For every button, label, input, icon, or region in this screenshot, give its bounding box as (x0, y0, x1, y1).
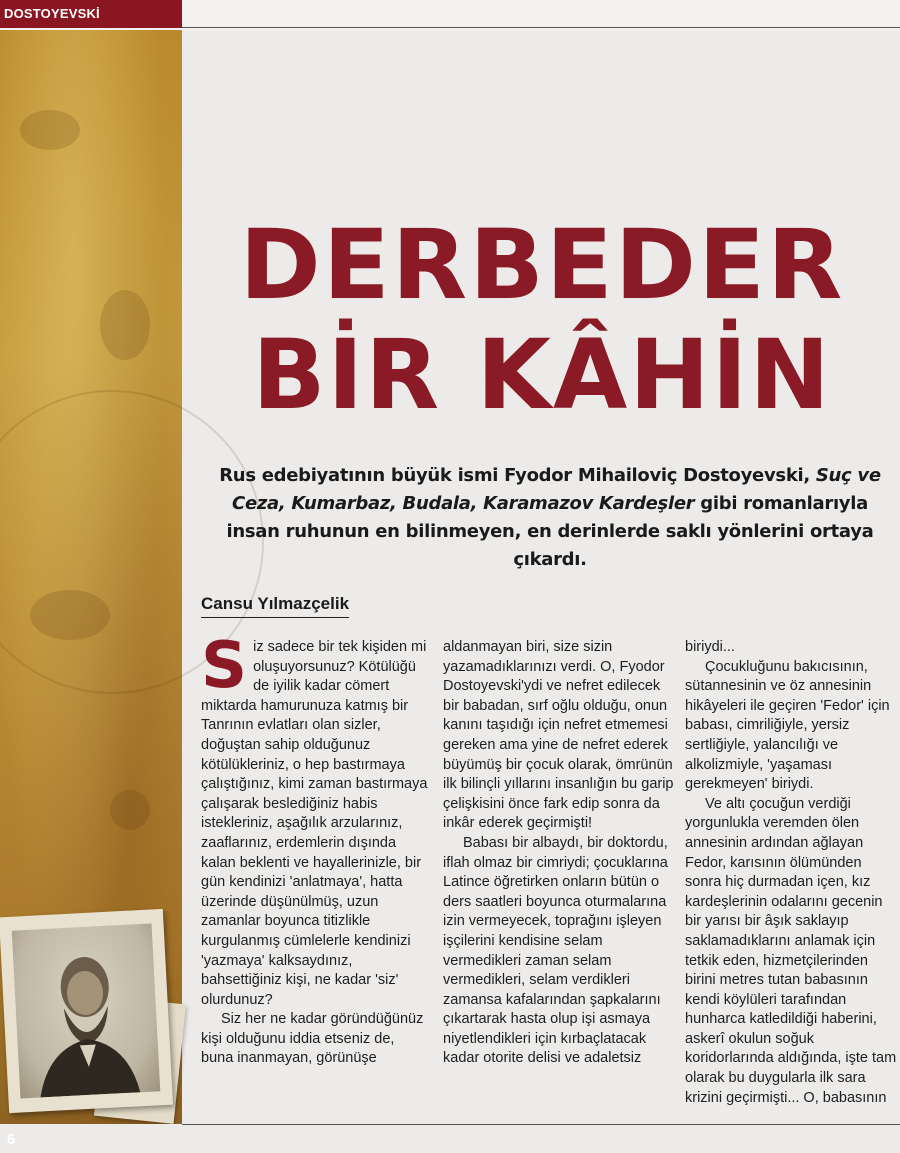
paragraph-text: iz sadece bir tek kişiden mi oluşuyorsunuz? Kötülüğü de iyilik kadar cömert miktarda hamurunuza katmış bir Tanrının evlatları olan sizler, doğuştan sahip olduğunuz kötülükleriniz, o hep bastırmaya çalıştığınız, kimi zaman bastırmaya çalışarak beslediğiniz habis istekleriniz, aşağılık arzularınız, zaaflarınız, erdemlerin dışında kalan beklenti ve hayallerinizle, bir gün kendinizi 'anlatmaya', hatta üzerinde düşünülmüş, uzun zamanlar boyunca titizlikle kurgulanmış cümlelerle kendinizi 'yazmaya' kalksaydınız, bahsettiğiniz kişi, ne kadar 'siz' olurdunuz? (201, 639, 428, 1008)
portrait-image (12, 923, 161, 1098)
texture-spot (20, 110, 80, 150)
lede-book-titles: Suç ve Ceza, Kumarbaz, Budala, Karamazov Kardeşler (232, 465, 881, 514)
body-column-3 (685, 638, 900, 1108)
header-bar (0, 0, 900, 30)
lede-paragraph (210, 462, 890, 574)
body-column-1 (201, 629, 429, 1069)
texture-spot (100, 290, 150, 360)
author-portrait (0, 909, 173, 1113)
texture-spot (110, 790, 150, 830)
body-paragraph: biriydi... (685, 639, 735, 655)
lede-text-2: gibi romanlarıyla insan ruhunun en bilinmeyen, en derinlerde saklı yönlerini ortaya çıkardı. (226, 493, 874, 570)
body-column-2 (443, 638, 677, 1069)
portrait-illustration (12, 923, 161, 1098)
body-paragraph (201, 629, 429, 1010)
body-paragraph: Çocukluğunu bakıcısının, sütannesinin ve öz annesinin hikâyeleri ile geçiren 'Fedor' için babası, cimriliğiyle, yersiz sertliğiyle, yalancılığı ve alkolizmiyle, 'yaşaması gerekmeyen' biriydi. (685, 658, 890, 793)
section-label: DOSTOYEVSKİ (4, 6, 100, 21)
author-byline: Cansu Yılmazçelik (201, 594, 349, 618)
body-paragraph: Babası bir albaydı, bir doktordu, iflah olmaz bir cimriydi; çocuklarına Latince öğretirken onların bütün o ders saatleri boyunca oturmalarına izin vermeyecek, toprağını işleyen işçilerini kendisine selam vermedikleri zaman selam vermedikleri, selam verdikleri zamansa kafalarından şapkalarını çıkartarak hasta olup işi asmaya niyetlendikleri için kırbaçlatacak kadar otorite delisi ve adaletsiz (443, 834, 668, 1067)
lede-text-1: Rus edebiyatının büyük ismi Fyodor Mihailoviç Dostoyevski, (219, 465, 816, 486)
body-paragraph: Siz her ne kadar göründüğünüz kişi olduğunu iddia etseniz de, buna inanmayan, görünüşe (201, 1011, 424, 1067)
drop-cap: S (201, 629, 248, 703)
body-paragraph: Ve altı çocuğun verdiği yorgunlukla veremden ölen annesinin ardından ağlayan Fedor, karısının ölümünden sonra hiç durmadan içen, kız kardeşlerinin odalarını gecenin bir yarısı bir âşık saklayıp saklamadıklarını anlamak için tetkik eden, hizmetçilerinden birini metres tutan babasının kendi köylüleri tarafından hunharca katledildiği haberini, askerî okulun soğuk koridorlarında aldığında, işte tam olarak bu duygularla ilk sara krizini geçirmişti... O, babasının (685, 795, 897, 1106)
footer-rule (182, 1124, 900, 1125)
header-rule (182, 27, 900, 28)
headline-line-1: DERBEDER (239, 209, 845, 321)
body-paragraph: aldanmayan biri, size sizin yazamadıklarınızı verdi. O, Fyodor Dostoyevski'ydi ve nefret edilecek bir babadan, sırf oğlu olduğu, onun kanını taşıdığı için nefret etmemesi gereken ama yine de nefret ederek büyümüş bir çocuk olarak, ömrünün ilk bilinçli yıllarını insanlığın bu garip çelişkisini önce fark edip sonra da inkâr ederek geçirmişti! (443, 639, 674, 832)
headline-line-2: BİR KÂHİN (252, 319, 832, 431)
footer-bar (0, 1124, 900, 1153)
section-tag (0, 0, 182, 28)
page-number: 6 (7, 1131, 16, 1148)
